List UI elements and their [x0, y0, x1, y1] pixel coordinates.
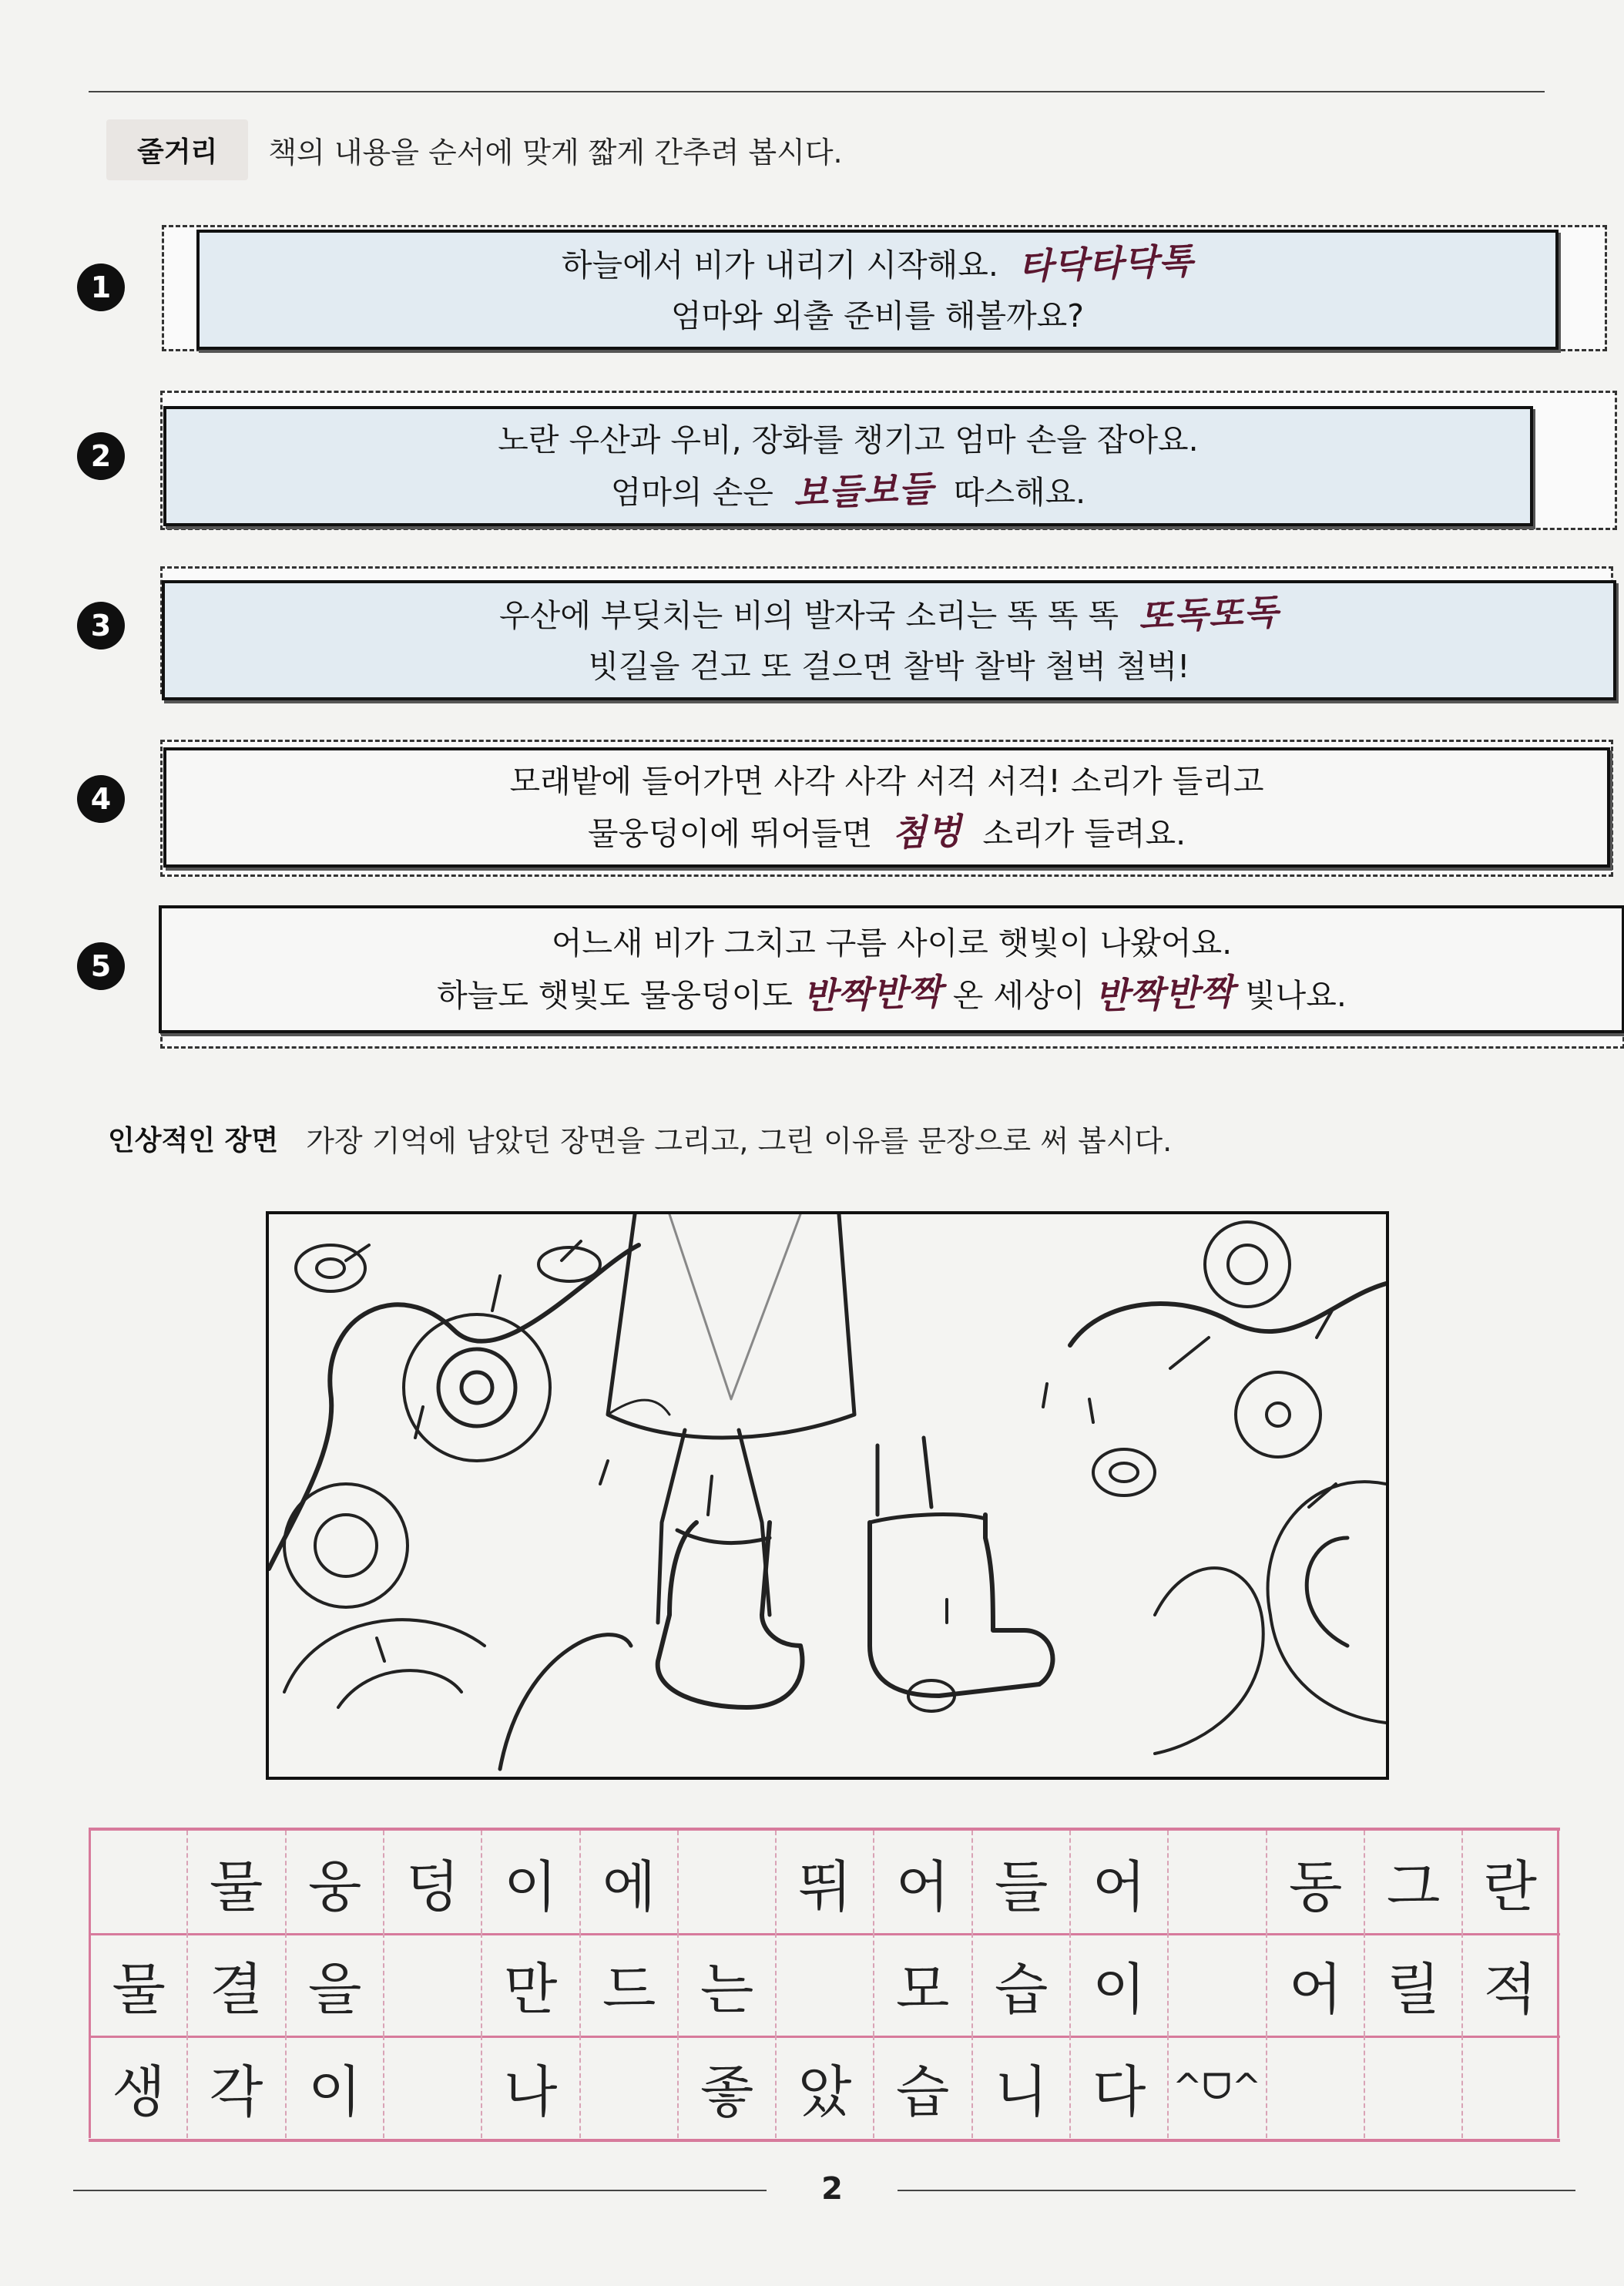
grid-cell-smiley: ^ᗜ^	[1167, 2036, 1265, 2138]
grid-cell	[1167, 1933, 1265, 2036]
strip-line: 물웅덩이에 뛰어들면 첨벙 소리가 들려요.	[588, 807, 1186, 859]
grid-row-2	[89, 1933, 1560, 2038]
grid-cell: 는	[677, 1933, 775, 2036]
grid-cell: 이	[1069, 1933, 1167, 2036]
grid-cell: 에	[579, 1831, 677, 1933]
grid-cell: 다	[1069, 2036, 1167, 2138]
strip-line: 하늘에서 비가 내리기 시작해요. 타닥타닥톡	[562, 238, 1193, 290]
grid-cell: 았	[775, 2036, 873, 2138]
grid-cell: 란	[1461, 1831, 1559, 1933]
grid-cell: 물	[186, 1831, 284, 1933]
strip-line: 빗길을 걷고 또 걸으면 찰박 찰박 철벅 철벅!	[588, 648, 1190, 685]
grid-row-3	[89, 2036, 1560, 2138]
item-number-4: 4	[77, 775, 125, 823]
grid-cell: 뛰	[775, 1831, 873, 1933]
grid-cell: 물	[89, 1933, 186, 2036]
grid-cell: 각	[186, 2036, 284, 2138]
grid-cell	[775, 1933, 873, 2036]
grid-cell: 습	[873, 2036, 971, 2138]
grid-cell: 덩	[383, 1831, 481, 1933]
grid-cell	[1167, 1831, 1265, 1933]
footer-rule-left	[73, 2190, 767, 2191]
scene-instruction: 가장 기억에 남았던 장면을 그리고, 그린 이유를 문장으로 써 봅시다.	[306, 1124, 1173, 1158]
footer-rule-right	[898, 2190, 1575, 2191]
grid-cell: 적	[1461, 1933, 1559, 2036]
summary-strip-5	[159, 905, 1624, 1033]
summary-item-5	[77, 898, 1541, 1052]
handwritten-word: 또독또독	[1138, 590, 1280, 638]
grid-row-1	[89, 1831, 1560, 1935]
handwritten-word: 반짝반짝	[1094, 970, 1236, 1018]
strip-line: 모래밭에 들어가면 사각 사각 서걱 서걱! 소리가 들리고	[509, 763, 1264, 800]
grid-cell	[89, 1831, 186, 1933]
handwritten-word: 보들보들	[793, 467, 934, 515]
strip-line: 어느새 비가 그치고 구름 사이로 햇빛이 나왔어요.	[551, 925, 1233, 962]
strip-line: 우산에 부딪치는 비의 발자국 소리는 똑 똑 똑 또독또독	[499, 589, 1279, 641]
grid-cell: 이	[481, 1831, 579, 1933]
scene-drawing	[266, 1211, 1389, 1780]
item-number-5: 5	[77, 942, 125, 990]
summary-strip-3	[162, 580, 1616, 700]
writing-grid	[89, 1828, 1560, 2142]
handwritten-word: 타닥타닥톡	[1018, 240, 1195, 287]
grid-cell	[383, 2036, 481, 2138]
grid-cell: 니	[971, 2036, 1069, 2138]
grid-cell: 좋	[677, 2036, 775, 2138]
grid-cell: 그	[1364, 1831, 1461, 1933]
grid-cell	[677, 1831, 775, 1933]
summary-strip-2	[163, 406, 1533, 526]
item-number-2: 2	[77, 432, 125, 480]
grid-cell: 어	[1069, 1831, 1167, 1933]
grid-cell: 습	[971, 1933, 1069, 2036]
grid-cell: 들	[971, 1831, 1069, 1933]
summary-strip-1	[196, 230, 1559, 350]
strip-line: 하늘도 햇빛도 물웅덩이도 반짝반짝 온 세상이 반짝반짝 빛나요.	[437, 968, 1347, 1021]
summary-instruction: 책의 내용을 순서에 맞게 짧게 간추려 봅시다.	[268, 136, 843, 170]
grid-cell: 모	[873, 1933, 971, 2036]
grid-cell	[1364, 2036, 1461, 2138]
grid-cell: 드	[579, 1933, 677, 2036]
strip-line: 엄마의 손은 보들보들 따스해요.	[611, 465, 1085, 518]
scene-tag: 인상적인 장면	[108, 1125, 279, 1156]
grid-cell	[383, 1933, 481, 2036]
summary-item-3	[77, 559, 1541, 701]
grid-cell: 결	[186, 1933, 284, 2036]
summary-item-4	[77, 732, 1541, 874]
summary-header	[106, 119, 843, 180]
grid-cell: 어	[1266, 1933, 1364, 2036]
page-number: 2	[821, 2171, 843, 2207]
grid-cell: 을	[285, 1933, 383, 2036]
grid-cell: 생	[89, 2036, 186, 2138]
summary-item-1	[77, 223, 1541, 362]
strip-line: 엄마와 외출 준비를 해볼까요?	[670, 297, 1085, 334]
summary-strip-4	[163, 747, 1610, 868]
summary-tag: 줄거리	[106, 119, 248, 180]
grid-cell: 이	[285, 2036, 383, 2138]
grid-cell: 동	[1266, 1831, 1364, 1933]
scene-header	[100, 1117, 1172, 1160]
grid-cell: 웅	[285, 1831, 383, 1933]
strip-line: 노란 우산과 우비, 장화를 챙기고 엄마 손을 잡아요.	[498, 421, 1199, 458]
grid-cell: 만	[481, 1933, 579, 2036]
handwritten-word: 반짝반짝	[802, 970, 944, 1018]
item-number-3: 3	[77, 602, 125, 650]
grid-cell: 어	[873, 1831, 971, 1933]
summary-item-2	[77, 389, 1541, 528]
grid-cell: 나	[481, 2036, 579, 2138]
item-number-1: 1	[77, 264, 125, 311]
grid-cell	[579, 2036, 677, 2138]
grid-cell	[1266, 2036, 1364, 2138]
grid-cell	[1461, 2036, 1559, 2138]
grid-cell: 릴	[1364, 1933, 1461, 2036]
top-rule	[89, 91, 1545, 92]
handwritten-word: 첨벙	[891, 810, 964, 854]
